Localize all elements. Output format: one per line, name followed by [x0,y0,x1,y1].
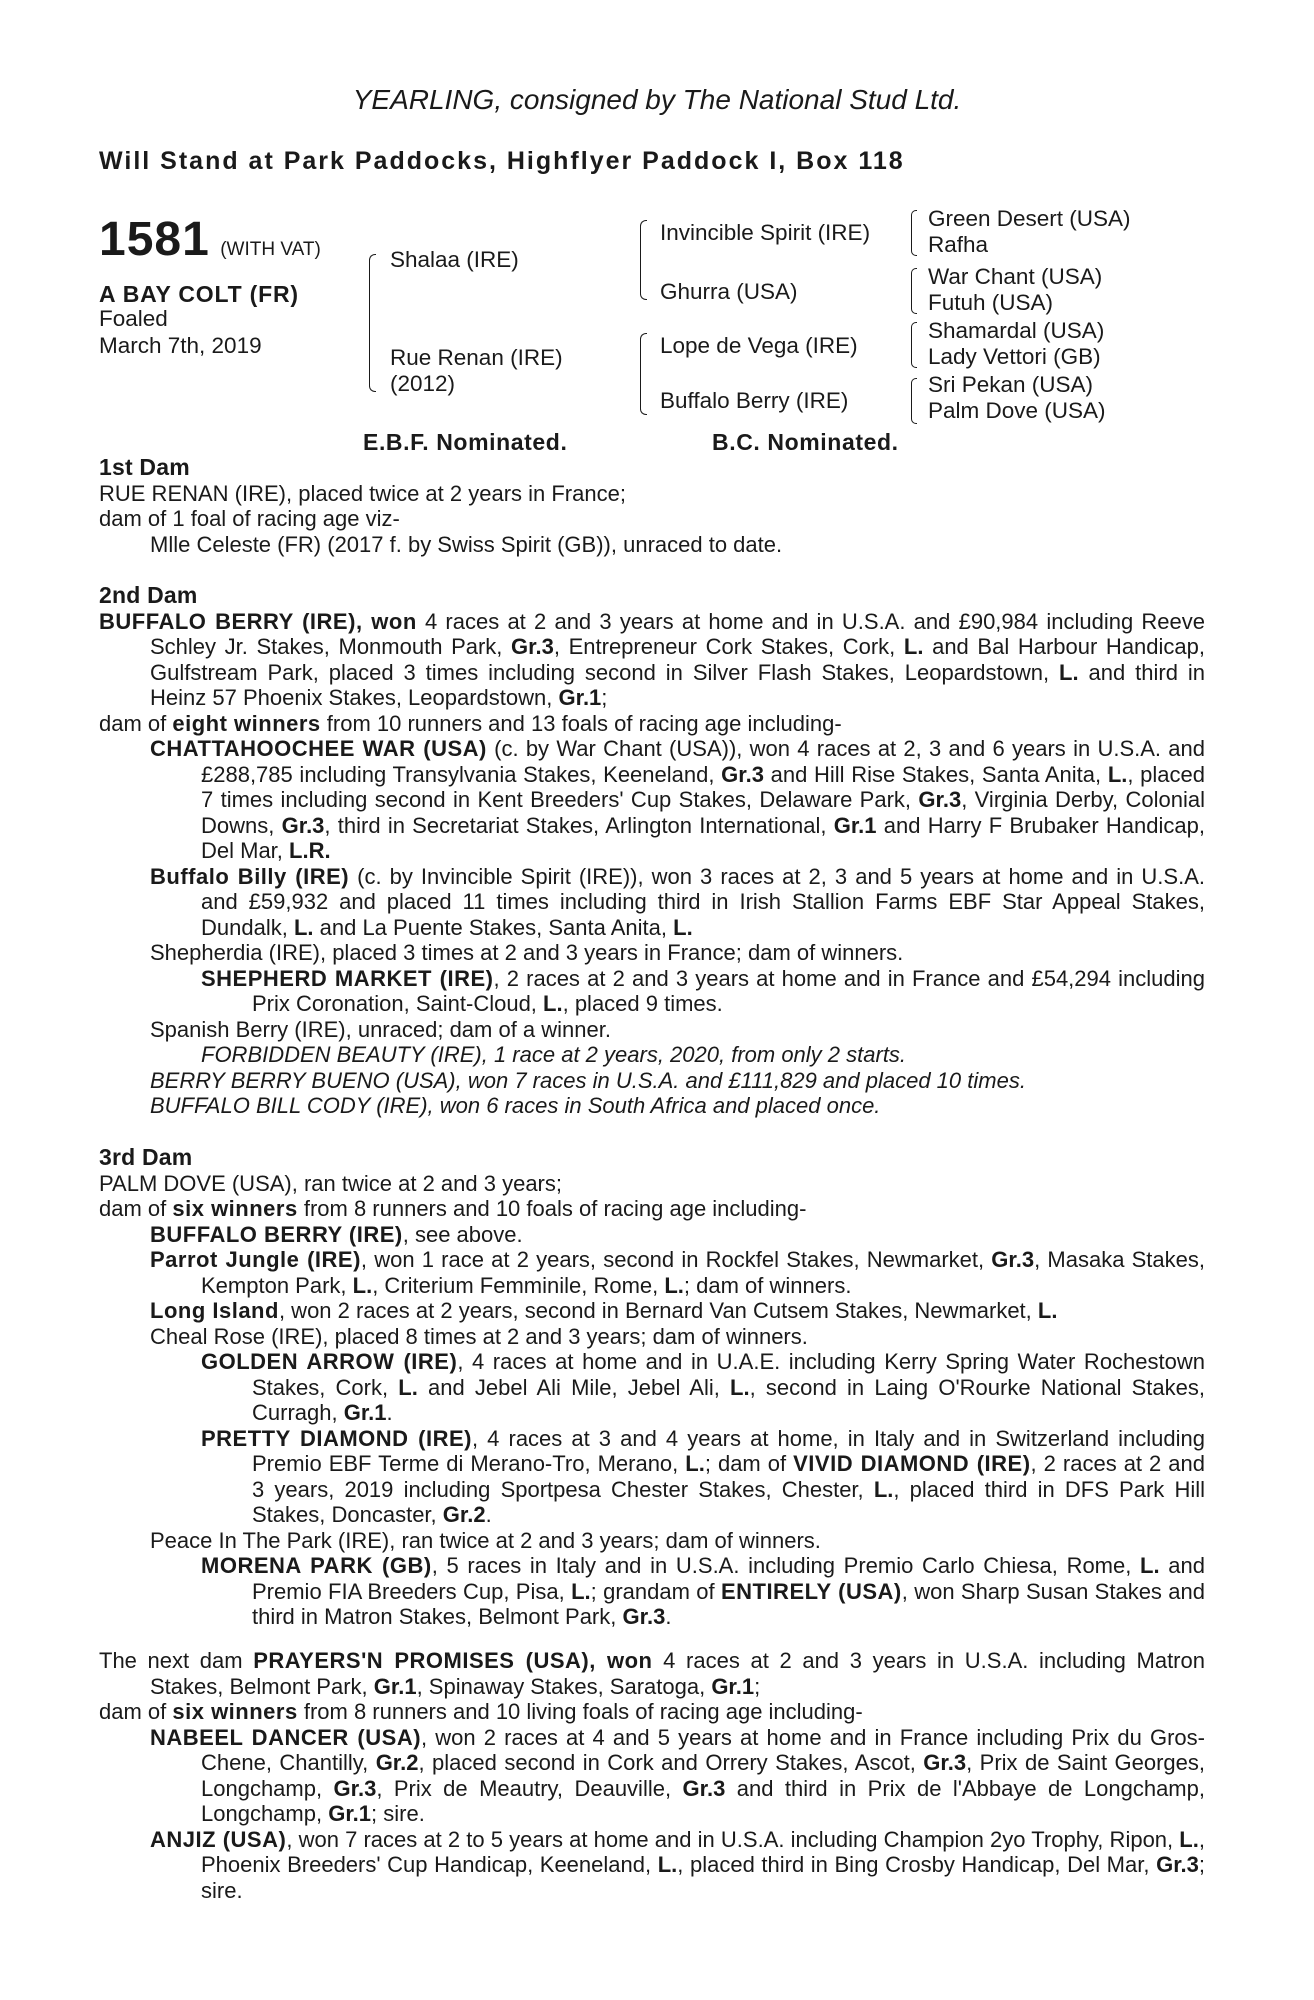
pedigree-dam-year: (2012) [390,371,456,396]
pedigree-gen4-4: Futuh (USA) [928,290,1054,315]
vat-note: (WITH VAT) [220,239,321,260]
ebf-nominated: E.B.F. Nominated. [363,429,568,455]
second-dam-section [99,583,1205,1119]
third-dam-line: PALM DOVE (USA), ran twice at 2 and 3 years; [99,1170,562,1196]
second-dam-record: BUFFALO BERRY (IRE), won 4 races at 2 and 3 years at home and in U.S.A. and £90,984 including Reeve Schley Jr. Stakes, Monmouth Park, Gr.3, Entrepreneur Cork Stakes, Cork, L. and Bal Harbour Handicap, Gulfstream Park, placed 3 times including second in Silver Flash Stakes, Leopardstown, L. and third in Heinz 57 Phoenix Stakes, Leopardstown, Gr.1; [99,608,1206,710]
gen4-brace-1 [911,210,917,256]
progeny-entry: Shepherdia (IRE), placed 3 times at 2 and 3 years in France; dam of winners. [150,940,904,965]
third-dam-section [99,1145,1205,1630]
pedigree-gen4-5: Shamardal (USA) [928,318,1105,343]
grand-progeny-entry: PRETTY DIAMOND (IRE), 4 races at 3 and 4 years at home, in Italy and in Switzerland including Premio EBF Terme di Merano-Tro, Merano, L.; dam of VIVID DIAMOND (IRE), 2 races at 2 and 3 years, 2019 including Sportpesa Chester Stakes, Chester, L., placed third in DFS Park Hill Stakes, Doncaster, Gr.2. [201,1425,1206,1527]
pedigree-sire-dam: Ghurra (USA) [660,279,798,304]
pedigree-gen4-3: War Chant (USA) [928,264,1103,289]
pedigree-gen4-7: Sri Pekan (USA) [928,372,1094,397]
progeny-entry: NABEEL DANCER (USA), won 2 races at 4 and 5 years at home and in France including Prix du Gros-Chene, Chantilly, Gr.2, placed second in Cork and Orrery Stakes, Ascot, Gr.3, Prix de Saint Georges, Longchamp, Gr.3, Prix de Meautry, Deauville, Gr.3 and third in Prix de l'Abbaye de Longchamp, Longchamp, Gr.1; sire. [150,1724,1205,1826]
pedigree-gen4-6: Lady Vettori (GB) [928,344,1101,369]
progeny-entry: Long Island, won 2 races at 2 years, second in Bernard Van Cutsem Stakes, Newmarket, L. [150,1298,1058,1323]
progeny-entry: ANJIZ (USA), won 7 races at 2 to 5 years at home and in U.S.A. including Champion 2yo Trophy, Ripon, L., Phoenix Breeders' Cup Handicap, Keeneland, L., placed third in Bing Crosby Handicap, Del Mar, Gr.3; sire. [150,1826,1206,1903]
pedigree-dam-sire: Lope de Vega (IRE) [660,333,858,358]
progeny-entry: CHATTAHOOCHEE WAR (USA) (c. by War Chant (USA)), won 4 races at 2, 3 and 6 years in U.S.A. and £288,785 including Transylvania Stakes, Keeneland, Gr.3 and Hill Rise Stakes, Santa Anita, L., placed 7 times including second in Kent Breeders' Cup Stakes, Delaware Park, Gr.3, Virginia Derby, Colonial Downs, Gr.3, third in Secretariat Stakes, Arlington International, Gr.1 and Harry F Brubaker Handicap, Del Mar, L.R. [150,736,1206,863]
grand-progeny-entry: GOLDEN ARROW (IRE), 4 races at home and in U.A.E. including Kerry Spring Water Rochestown Stakes, Cork, L. and Jebel Ali Mile, Jebel Ali, L., second in Laing O'Rourke National Stakes, Curragh, Gr.1. [201,1349,1206,1425]
first-dam-progeny: Mlle Celeste (FR) (2017 f. by Swiss Spirit (GB)), unraced to date. [150,531,783,557]
foaled-date: March 7th, 2019 [99,333,262,358]
progeny-entry: Buffalo Billy (IRE) (c. by Invincible Spirit (IRE)), won 3 races at 2, 3 and 5 years at home and in U.S.A. and £59,932 and placed 11 times including third in Irish Stallion Farms EBF Star Appeal Stakes, Dundalk, L. and La Puente Stakes, Santa Anita, L. [150,863,1205,940]
grand-progeny-entry: MORENA PARK (GB), 5 races in Italy and in U.S.A. including Premio Carlo Chiesa, Rome, L. and Premio FIA Breeders Cup, Pisa, L.; grandam of ENTIRELY (USA), won Sharp Susan Stakes and third in Matron Stakes, Belmont Park, Gr.3. [201,1553,1205,1629]
lot-name: A BAY COLT (FR) [99,281,299,307]
grand-progeny-entry: SHEPHERD MARKET (IRE), 2 races at 2 and 3 years at home and in France and £54,294 including Prix Coronation, Saint-Cloud, L., placed 9 times. [201,965,1205,1016]
gen4-brace-3 [911,322,917,368]
gen4-brace-2 [911,268,917,314]
progeny-entry: BERRY BERRY BUENO (USA), won 7 races in U.S.A. and £111,829 and placed 10 times. [150,1067,1026,1093]
pedigree-dam: Rue Renan (IRE) [390,345,563,370]
third-dam-heading: 3rd Dam [99,1144,193,1170]
dam-parents-brace [640,333,647,415]
lot-number-block [99,212,321,267]
lot-number: 1581 [99,213,210,266]
first-dam-section [99,455,1205,557]
pedigree-sire: Shalaa (IRE) [390,247,519,272]
progeny-entry: BUFFALO BERRY (IRE), see above. [150,1221,523,1247]
progeny-entry: BUFFALO BILL CODY (IRE), won 6 races in South Africa and placed once. [150,1093,881,1118]
pedigree-sire-sire: Invincible Spirit (IRE) [660,220,871,245]
progeny-entry: Spanish Berry (IRE), unraced; dam of a winner. [150,1016,611,1042]
catalogue-title: YEARLING, consigned by The National Stud Ltd. [352,84,962,115]
pedigree-gen4-1: Green Desert (USA) [928,206,1131,231]
progeny-entry: Peace In The Park (IRE), ran twice at 2 and 3 years; dam of winners. [150,1527,821,1553]
pedigree-gen4-8: Palm Dove (USA) [928,398,1106,423]
first-dam-line: RUE RENAN (IRE), placed twice at 2 years in France; [99,480,626,506]
next-dam-record: The next dam PRAYERS'N PROMISES (USA), won 4 races at 2 and 3 years in U.S.A. including Matron Stakes, Belmont Park, Gr.1, Spinaway Stakes, Saratoga, Gr.1; [99,1648,1205,1699]
pedigree-gen4-2: Rafha [928,232,989,257]
bc-nominated: B.C. Nominated. [712,429,899,455]
gen4-brace-4 [911,378,917,424]
sire-dam-brace [369,254,376,392]
next-dam-section [99,1648,1205,1903]
third-dam-produce-summary: dam of six winners from 8 runners and 10 foals of racing age including- [99,1196,807,1221]
second-dam-produce-summary: dam of eight winners from 10 runners and 13 foals of racing age including- [99,710,842,736]
pedigree-dam-dam: Buffalo Berry (IRE) [660,388,849,413]
grand-progeny-entry: FORBIDDEN BEAUTY (IRE), 1 race at 2 years, 2020, from only 2 starts. [201,1042,907,1067]
progeny-entry: Cheal Rose (IRE), placed 8 times at 2 and 3 years; dam of winners. [150,1323,808,1349]
sire-parents-brace [640,220,647,300]
foaled-label: Foaled [99,306,168,331]
first-dam-heading: 1st Dam [99,454,190,480]
progeny-entry: Parrot Jungle (IRE), won 1 race at 2 years, second in Rockfel Stakes, Newmarket, Gr.3, Masaka Stakes, Kempton Park, L., Criterium Femminile, Rome, L.; dam of winners. [150,1247,1205,1298]
second-dam-heading: 2nd Dam [99,582,198,608]
first-dam-line: dam of 1 foal of racing age viz- [99,506,400,531]
next-dam-produce-summary: dam of six winners from 8 runners and 10 living foals of racing age including- [99,1699,863,1724]
stabling-location: Will Stand at Park Paddocks, Highflyer Paddock I, Box 118 [99,147,905,175]
